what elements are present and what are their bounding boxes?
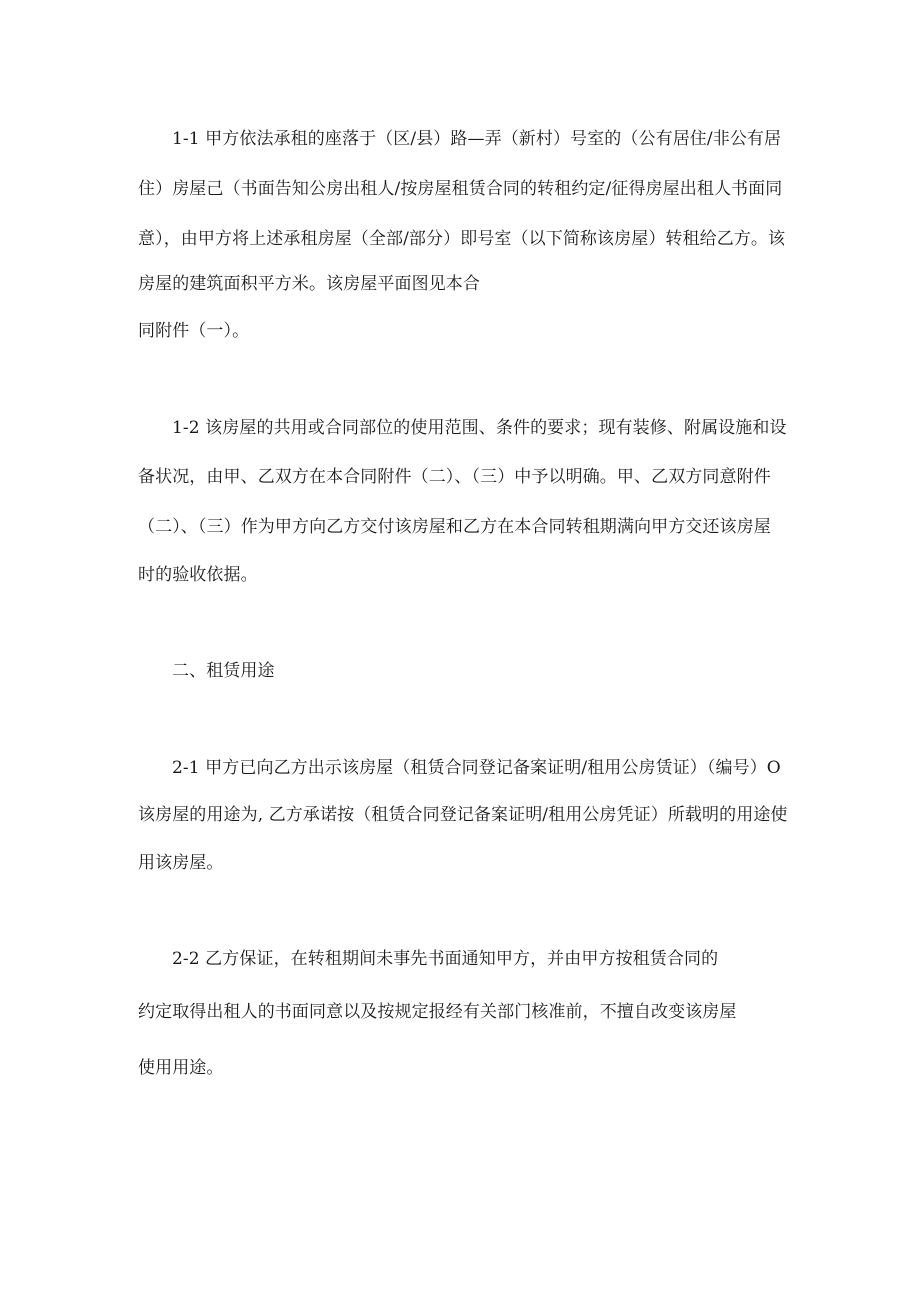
paragraph-line: （二）、（三）作为甲方向乙方交付该房屋和乙方在本合同转租期满向甲方交还该房屋 — [138, 517, 771, 537]
paragraph-line: 该房屋的用途为, 乙方承诺按（租赁合同登记备案证明/租用公房凭证）所载明的用途使 — [138, 805, 788, 825]
paragraph-line: 1-1 甲方依法承租的座落于（区/县）路—弄（新村）号室的（公有居住/非公有居 — [172, 129, 782, 149]
paragraph-line: 备状况，由甲、乙双方在本合同附件（二）、（三）中予以明确。甲、乙双方同意附件 — [138, 467, 771, 487]
paragraph-line: 同附件（一）。 — [138, 321, 250, 341]
paragraph-line: 住）房屋己（书面告知公房出租人/按房屋租赁合同的转租约定/征得房屋出租人书面同 — [138, 179, 783, 199]
paragraph-line: 时的验收依据。 — [138, 565, 258, 585]
paragraph-line: 约定取得出租人的书面同意以及按规定报经有关部门核准前，不擅自改变该房屋 — [138, 1002, 737, 1022]
paragraph-line: 使用用途。 — [138, 1058, 224, 1078]
paragraph-line: 用该房屋。 — [138, 853, 224, 873]
section-heading: 二、租赁用途 — [172, 661, 275, 681]
paragraph-line: 2-2 乙方保证，在转租期间未事先书面通知甲方，并由甲方按租赁合同的 — [172, 949, 719, 969]
paragraph-line: 房屋的建筑面积平方米。该房屋平面图见本合 — [138, 274, 480, 294]
paragraph-line: 意），由甲方将上述承租房屋（全部/部分）即号室（以下简称该房屋）转租给乙方。该 — [138, 229, 786, 249]
paragraph-line: 2-1 甲方已向乙方出示该房屋（租赁合同登记备案证明/租用公房赁证）（编号）O — [172, 758, 781, 778]
paragraph-line: 1-2 该房屋的共用或合同部位的使用范围、条件的要求；现有装修、附属设施和设 — [172, 418, 787, 438]
